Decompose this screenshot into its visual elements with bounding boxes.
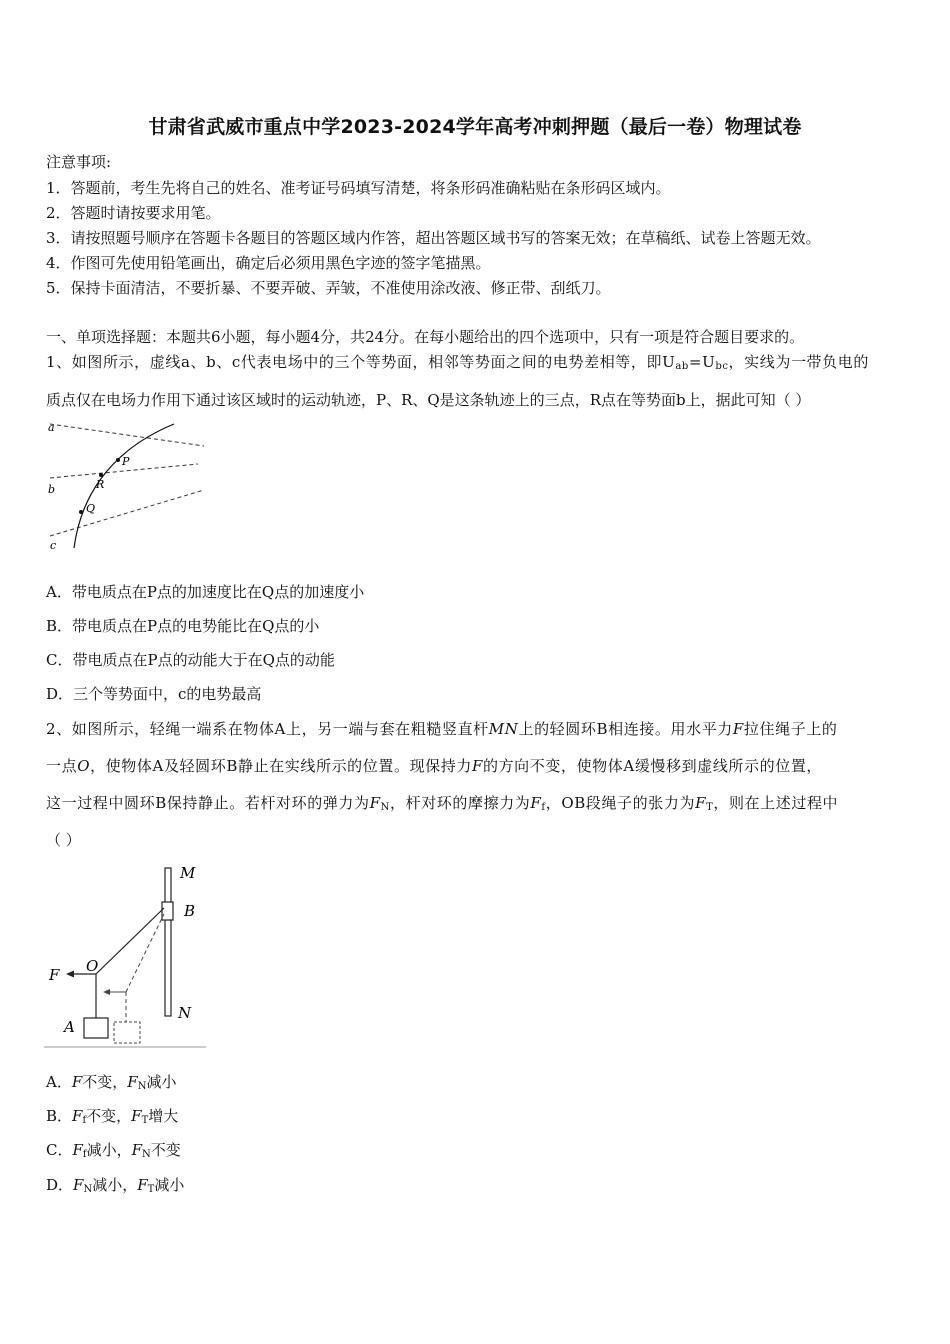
- option-sub: T: [141, 1115, 149, 1126]
- option-sub: N: [83, 1184, 93, 1195]
- option-text: 减小，: [92, 1176, 138, 1194]
- trajectory: [74, 424, 174, 548]
- option-sub: f: [82, 1115, 87, 1126]
- force-dashed-arrowhead: [103, 989, 110, 995]
- point-P: [116, 458, 120, 462]
- q2-text: 拉住绳子上的: [743, 720, 838, 738]
- q2-text: ，使物体A及轻圆环B静止在实线所示的位置。现保持力: [90, 757, 472, 775]
- q1-sub-bc: bc: [715, 361, 729, 372]
- var-F: F: [73, 1176, 84, 1194]
- label-P: P: [122, 455, 130, 468]
- q2-text: ，杆对环的摩擦力为: [390, 794, 531, 812]
- answer-bracket: （ ）: [46, 831, 81, 849]
- point-Q: [79, 510, 83, 514]
- point-R: [99, 473, 103, 477]
- question-2-stem-line: [46, 756, 822, 776]
- q2-var-O: O: [77, 757, 91, 775]
- q2-figure: [44, 862, 214, 1056]
- option-letter: D．: [46, 1176, 74, 1194]
- q1-eq: =U: [688, 353, 716, 371]
- block-A-dashed: [114, 1022, 140, 1043]
- notice-item: 3．请按照题号顺序在答题卡各题目的答题区域内作答，超出答题区域书写的答案无效；在草稿纸、试卷上答题无效。: [46, 229, 821, 247]
- q2-text: 这一过程中圆环B保持静止。若杆对环的弹力为: [46, 794, 370, 812]
- q2-text: ，则在上述过程中: [713, 794, 839, 812]
- option-text: 减小，: [86, 1141, 132, 1159]
- q2-sub: f: [541, 802, 546, 813]
- label-R: R: [96, 478, 105, 491]
- question-1-stem-line: [46, 352, 869, 372]
- var-F: F: [72, 1141, 83, 1159]
- question-2-stem-line: [46, 719, 838, 739]
- var-F: F: [127, 1073, 138, 1091]
- label-B: B: [184, 902, 196, 920]
- q1-option-b: B．带电质点在P点的电势能比在Q点的小: [46, 617, 320, 635]
- notice-item: 4．作图可先使用铅笔画出，确定后必须用黑色字迹的签字笔描黑。: [46, 254, 491, 272]
- q2-text: 的方向不变，使物体A缓慢移到虚线所示的位置，: [482, 757, 823, 775]
- option-letter: C．: [46, 1141, 73, 1159]
- q2-var-F: F: [695, 794, 707, 812]
- label-N: N: [178, 1004, 192, 1022]
- option-sub: T: [147, 1184, 155, 1195]
- label-F: F: [49, 966, 60, 984]
- label-O: O: [86, 957, 99, 975]
- ring-B: [162, 902, 173, 920]
- q2-var-MN: MN: [488, 720, 519, 738]
- q1-option-c: C．带电质点在P点的动能大于在Q点的动能: [46, 651, 335, 669]
- equipotential-a: [50, 424, 204, 446]
- option-sub: N: [137, 1081, 147, 1092]
- option-sub: f: [82, 1149, 87, 1160]
- notice-item: 5．保持卡面清洁，不要折暴、不要弄破、弄皱，不准使用涂改液、修正带、刮纸刀。: [46, 279, 611, 297]
- label-b: b: [48, 483, 56, 496]
- option-letter: B．: [46, 1107, 73, 1125]
- q2-text: 一点: [46, 757, 78, 775]
- label-A: A: [64, 1018, 75, 1036]
- question-1-stem-line: 质点仅在电场力作用下通过该区域时的运动轨迹，P、R、Q是这条轨迹上的三点，R点在等势面b上，据此可知（ ）: [46, 391, 811, 409]
- q2-option-c: [46, 1140, 181, 1160]
- rope-OB: [96, 908, 164, 974]
- q2-sub: T: [706, 802, 714, 813]
- option-text: 增大: [148, 1107, 179, 1125]
- q2-var-F: F: [732, 720, 744, 738]
- q1-text: 1、如图所示，虚线a、b、c代表电场中的三个等势面，相邻等势面之间的电势差相等，即U: [46, 353, 676, 371]
- q1-sub-ab: ab: [675, 361, 689, 372]
- notice-item: 1．答题前，考生先将自己的姓名、准考证号码填写清楚，将条形码准确粘贴在条形码区域内。: [46, 179, 671, 197]
- q2-var-F: F: [471, 757, 483, 775]
- option-letter: A．: [46, 1073, 72, 1091]
- q2-option-d: [46, 1175, 184, 1195]
- q2-var-F: F: [530, 794, 542, 812]
- force-F-arrowhead: [66, 971, 74, 978]
- notice-heading: 注意事项:: [46, 153, 112, 171]
- var-F: F: [72, 1107, 83, 1125]
- q1-figure: [44, 418, 214, 562]
- option-text: 不变，: [82, 1073, 128, 1091]
- label-Q: Q: [86, 502, 96, 515]
- q2-sub: N: [380, 802, 390, 813]
- var-F: F: [137, 1176, 148, 1194]
- label-a: a: [48, 421, 55, 434]
- var-F: F: [131, 1141, 143, 1159]
- var-F: F: [131, 1107, 142, 1125]
- q1-text-end: ，实线为一带负电的: [728, 353, 869, 371]
- label-c: c: [50, 539, 57, 552]
- equipotential-c: [50, 490, 204, 536]
- q2-option-a: [46, 1072, 176, 1092]
- page-title: 甘肃省武威市重点中学2023-2024学年高考冲刺押题（最后一卷）物理试卷: [148, 116, 802, 138]
- q1-option-a: A．带电质点在P点的加速度比在Q点的加速度小: [46, 583, 365, 601]
- option-sub: N: [142, 1149, 151, 1160]
- label-M: M: [180, 864, 196, 882]
- q2-text: 上的轻圆环B相连接。用水平力: [518, 720, 733, 738]
- option-text: 不变，: [86, 1107, 132, 1125]
- q2-option-b: [46, 1106, 178, 1126]
- question-2-stem-line: [46, 793, 838, 813]
- q2-text: 2、如图所示，轻绳一端系在物体A上，另一端与套在粗糙竖直杆: [46, 720, 489, 738]
- var-F: F: [71, 1073, 83, 1091]
- option-text: 减小: [146, 1073, 177, 1091]
- q1-option-d: D．三个等势面中，c的电势最高: [46, 685, 262, 703]
- block-A: [84, 1018, 108, 1038]
- rod-MN: [165, 868, 171, 1016]
- q2-text: ，OB段绳子的张力为: [545, 794, 696, 812]
- section-heading: 一、单项选择题：本题共6小题，每小题4分，共24分。在每小题给出的四个选项中，只有一项是符合题目要求的。: [46, 328, 805, 346]
- option-text: 不变: [150, 1141, 181, 1159]
- notice-item: 2．答题时请按要求用笔。: [46, 204, 221, 222]
- q2-var-F: F: [369, 794, 381, 812]
- option-text: 减小: [154, 1176, 185, 1194]
